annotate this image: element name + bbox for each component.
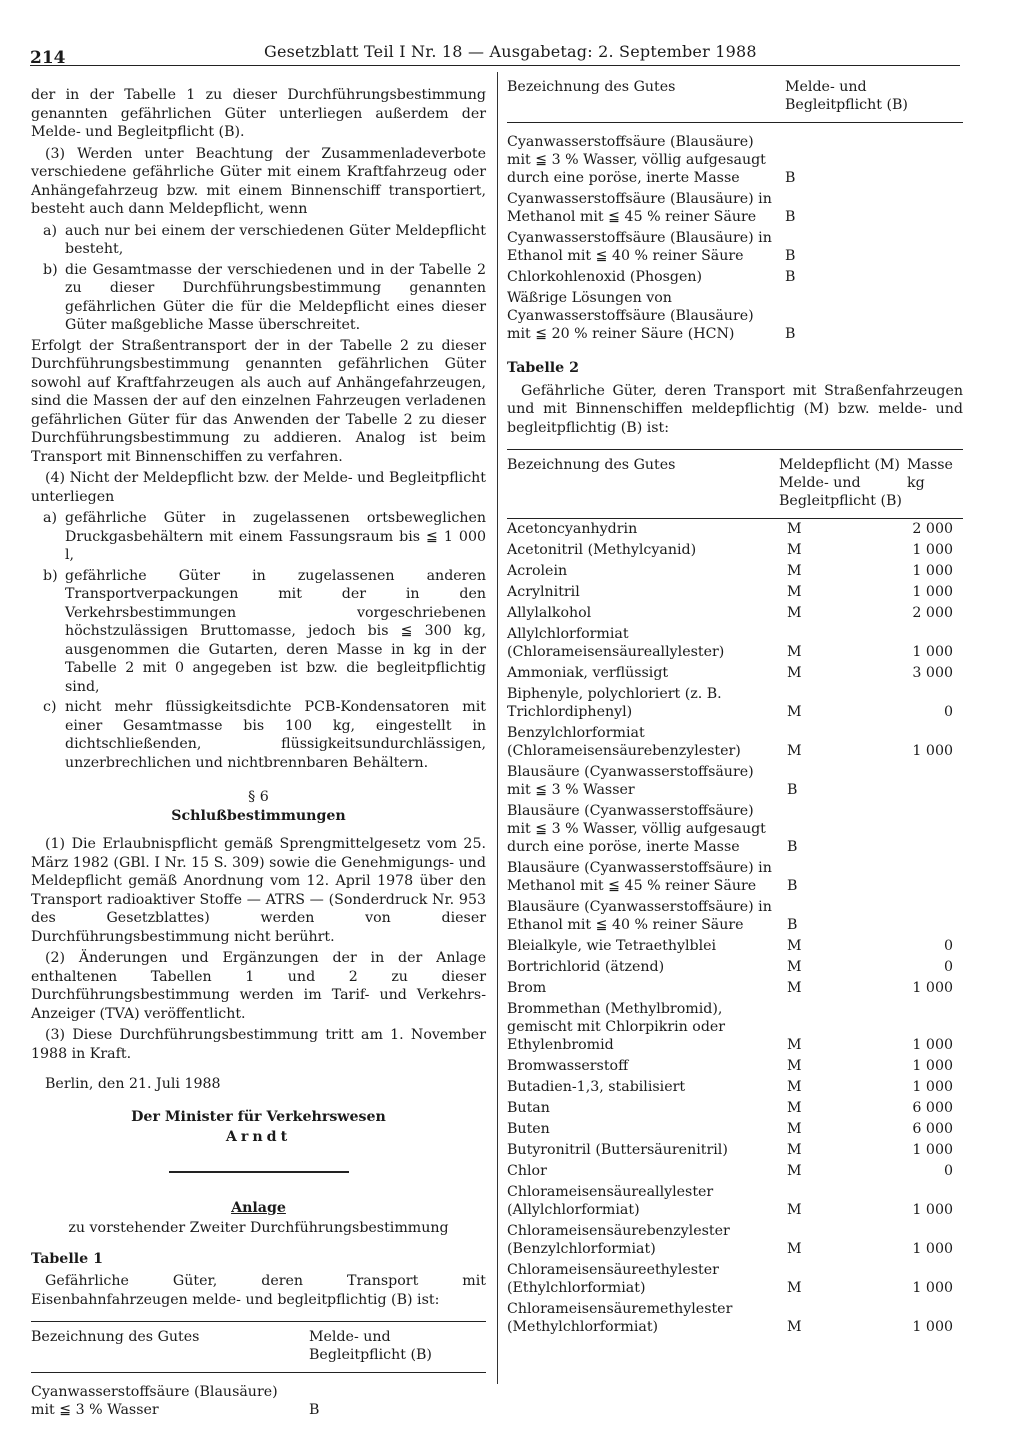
table-row [507, 801, 963, 858]
table-row [507, 582, 963, 603]
obligation: M [787, 1100, 802, 1116]
substance-name: Chlorameisensäurebenzylester (Benzylchlorformiat) [507, 1223, 730, 1257]
header-rule [30, 65, 960, 66]
table-1-intro: Gefährliche Güter, deren Transport mit Eisenbahnfahrzeugen melde- und begleitpflichtig (B) ist: [31, 1273, 486, 1308]
item-label: b) [43, 261, 58, 278]
obligation: B [785, 170, 796, 186]
table-row [507, 228, 963, 267]
obligation: B [787, 878, 798, 894]
final-provision-1: (1) Die Erlaubnispflicht gemäß Sprengmittelgesetz vom 25. März 1982 (GBl. I Nr. 15 S. 309) sowie die Genehmigungs- und Meldepflicht gemäß Anordnung vom 12. April 1978 über den Transport radioaktiver Stoffe — ATRS — (Sonderdruck Nr. 953 des Gesetzblattes) werden von dieser Durchführungsbestimmung nicht berührt. [31, 836, 486, 945]
item-text: die Gesamtmasse der verschiedenen und in der Tabelle 2 zu dieser Durchführungsbestimmung genannten gefährlichen Güter die für die Meldepflicht eines dieser Güter maßgebliche Masse überschreitet. [65, 261, 486, 333]
column-header: Meldepflicht (M) Melde- und Begleitpflicht (B) [779, 450, 907, 519]
substance-name: Cyanwasserstoffsäure (Blausäure) in Ethanol mit ≦ 40 % reiner Säure [507, 230, 772, 264]
table-row [507, 267, 963, 288]
gazette-title: Gesetzblatt Teil I Nr. 18 — Ausgabetag: 2. September 1988 [264, 42, 757, 61]
obligation: B [785, 269, 796, 285]
obligation: M [787, 1037, 802, 1053]
table-row [507, 957, 963, 978]
substance-name: Allylchlorformiat (Chlorameisensäureallylester) [507, 626, 725, 660]
item-label: c) [43, 699, 57, 715]
mass-kg: 1 000 [912, 1142, 953, 1158]
mass-kg: 1 000 [912, 1058, 953, 1074]
obligation: B [785, 248, 796, 264]
section-title: Schlußbestimmungen [171, 807, 346, 824]
mass-kg [907, 762, 963, 801]
obligation: M [787, 1121, 802, 1137]
table-row [507, 189, 963, 228]
substance-name: Wäßrige Lösungen von Cyanwasserstoffsäure (Blausäure) mit ≦ 20 % reiner Säure (HCN) [507, 290, 754, 342]
column-header: Bezeichnung des Gutes [507, 72, 777, 123]
obligation: M [787, 665, 802, 681]
obligation: B [785, 209, 796, 225]
obligation: B [787, 917, 798, 933]
mass-kg: 1 000 [912, 1280, 953, 1296]
intro-paragraph: der in der Tabelle 1 zu dieser Durchführungsbestimmung genannten gefährlichen Güter unterliegen außerdem der Melde- und Begleitpflicht (B). [31, 87, 486, 140]
mass-kg: 0 [943, 704, 953, 720]
substance-name: Blausäure (Cyanwasserstoffsäure) mit ≦ 3 % Wasser [507, 764, 754, 798]
mass-kg: 1 000 [912, 980, 953, 996]
obligation: M [787, 542, 802, 558]
table-row [507, 603, 963, 624]
mass-kg: 1 000 [912, 644, 953, 660]
table-row [507, 1119, 963, 1140]
table-row [507, 999, 963, 1056]
table-row [507, 1182, 963, 1221]
substance-name: Allylalkohol [507, 605, 592, 621]
substance-name: Brom [507, 980, 547, 996]
page-number: 214 [30, 48, 66, 68]
substance-name: Bleialkyle, wie Tetraethylblei [507, 938, 717, 954]
list-item [31, 509, 486, 565]
substance-name: Acetonitril (Methylcyanid) [507, 542, 697, 558]
list-item [31, 222, 486, 259]
signature-rule [169, 1171, 349, 1173]
minister-title: Der Minister für Verkehrswesen [131, 1108, 386, 1125]
section-number: § 6 [248, 789, 269, 805]
table-2 [507, 449, 963, 1338]
substance-name: Acrolein [507, 563, 568, 579]
column-header: Bezeichnung des Gutes [31, 1322, 301, 1373]
substance-name: Acetoncyanhydrin [507, 521, 638, 537]
column-divider [497, 72, 498, 1384]
annex-subtitle: zu vorstehender Zweiter Durchführungsbestimmung [68, 1220, 449, 1236]
mass-kg: 2 000 [912, 521, 953, 537]
mass-kg [907, 858, 963, 897]
mass-kg: 0 [943, 1163, 953, 1179]
substance-name: Cyanwasserstoffsäure (Blausäure) in Methanol mit ≦ 45 % reiner Säure [507, 191, 772, 225]
obligation: B [309, 1402, 320, 1418]
obligation: B [787, 839, 798, 855]
list-item [31, 261, 486, 335]
table-row [507, 540, 963, 561]
obligation: M [787, 1058, 802, 1074]
obligation: M [787, 1079, 802, 1095]
obligation: M [787, 1163, 802, 1179]
mass-kg: 1 000 [912, 542, 953, 558]
mass-kg: 6 000 [912, 1121, 953, 1137]
substance-name: Benzylchlorformiat (Chlorameisensäurebenzylester) [507, 725, 741, 759]
substance-name: Acrylnitril [507, 584, 580, 600]
item-label: a) [43, 222, 57, 239]
obligation: M [787, 743, 802, 759]
substance-name: Biphenyle, polychloriert (z. B. Trichlordiphenyl) [507, 686, 722, 720]
item-text: nicht mehr flüssigkeitsdichte PCB-Kondensatoren mit einer Gesamtmasse bis 100 kg, eingestellt in dichtschließenden, flüssigkeitsundurchlässigen, unzerbrechlichen und nichtbrennbaren Behältern. [65, 699, 486, 771]
mass-kg: 0 [943, 938, 953, 954]
obligation: M [787, 1319, 802, 1335]
table-row [507, 978, 963, 999]
substance-name: Buten [507, 1121, 550, 1137]
obligation: M [787, 521, 802, 537]
table-row [507, 561, 963, 582]
substance-name: Chlorameisensäureethylester (Ethylchlorformiat) [507, 1262, 719, 1296]
substance-name: Butadien-1,3, stabilisiert [507, 1079, 686, 1095]
mass-kg [907, 897, 963, 936]
column-header: Bezeichnung des Gutes [507, 450, 779, 519]
substance-name: Chlorameisensäureallylester (Allylchlorformiat) [507, 1184, 714, 1218]
obligation: M [787, 584, 802, 600]
column-header: Melde- und Begleitpflicht (B) [301, 1322, 486, 1373]
obligation: M [787, 1202, 802, 1218]
mass-kg: 2 000 [912, 605, 953, 621]
mass-kg: 1 000 [912, 1037, 953, 1053]
table-row [507, 1299, 963, 1338]
obligation: B [787, 782, 798, 798]
obligation: M [787, 1142, 802, 1158]
mass-kg: 1 000 [912, 1079, 953, 1095]
minister-name: Arndt [225, 1129, 292, 1145]
item-text: gefährliche Güter in zugelassenen anderen Transportverpackungen mit der in den Verkehrsbestimmungen vorgeschriebenen höchstzulässigen Bruttomasse, jedoch bis ≦ 300 kg, ausgenommen die Gutarten, deren Masse in kg in der Tabelle 2 mit 0 angegeben ist bzw. die begleitpflichtig sind, [65, 567, 486, 695]
table-1-part-1 [31, 1321, 486, 1421]
table-row [507, 663, 963, 684]
substance-name: Bortrichlorid (ätzend) [507, 959, 665, 975]
item-label: a) [43, 510, 57, 526]
item-text: gefährliche Güter in zugelassenen ortsbeweglichen Druckgasbehältern mit einem Fassungsraum bis ≦ 1 000 l, [65, 510, 486, 563]
substance-name: Bromwasserstoff [507, 1058, 629, 1074]
obligation: M [787, 980, 802, 996]
table-row [507, 936, 963, 957]
obligation: M [787, 605, 802, 621]
page-header [30, 40, 960, 70]
substance-name: Blausäure (Cyanwasserstoffsäure) in Ethanol mit ≦ 40 % reiner Säure [507, 899, 772, 933]
table-row [507, 1077, 963, 1098]
mass-kg [907, 801, 963, 858]
column-header: Masse kg [907, 450, 963, 519]
table-row [507, 1221, 963, 1260]
final-provision-2: (2) Änderungen und Ergänzungen der in der Anlage enthaltenen Tabellen 1 und 2 zu dieser Durchführungsbestimmung werden im Tarif- und Verkehrs-Anzeiger (TVA) veröffentlicht. [31, 950, 486, 1022]
obligation: M [787, 1280, 802, 1296]
mass-kg: 1 000 [912, 1319, 953, 1335]
table-row [31, 1373, 486, 1422]
annex-title: Anlage [231, 1199, 286, 1216]
substance-name: Cyanwasserstoffsäure (Blausäure) mit ≦ 3 % Wasser, völlig aufgesaugt durch eine poröse, inerte Masse [507, 134, 766, 186]
item-label: b) [43, 567, 58, 584]
substance-name: Butan [507, 1100, 550, 1116]
mass-kg: 6 000 [912, 1100, 953, 1116]
substance-name: Brommethan (Methylbromid), gemischt mit Chlorpikrin oder Ethylenbromid [507, 1001, 726, 1053]
table-row [507, 288, 963, 345]
substance-name: Ammoniak, verflüssigt [507, 665, 669, 681]
table-row [507, 684, 963, 723]
left-column [31, 86, 486, 1421]
obligation: M [787, 644, 802, 660]
mass-kg: 1 000 [912, 1241, 953, 1257]
table-row [507, 519, 963, 541]
mass-kg: 3 000 [912, 665, 953, 681]
table-row [507, 624, 963, 663]
substance-name: Chlor [507, 1163, 547, 1179]
table-row [507, 123, 963, 190]
obligation: M [787, 1241, 802, 1257]
table-row [507, 1140, 963, 1161]
substance-name: Blausäure (Cyanwasserstoffsäure) in Methanol mit ≦ 45 % reiner Säure [507, 860, 772, 894]
mass-kg: 1 000 [912, 1202, 953, 1218]
erfolgt-paragraph: Erfolgt der Straßentransport der in der Tabelle 2 zu dieser Durchführungsbestimmung genannten gefährlichen Güter sowohl auf Kraftfahrzeugen als auch auf Anhängefahrzeugen, sind die Massen der auf den einzelnen Fahrzeugen verladenen gefährlichen Güter für das Anwenden der Tabelle 2 zu dieser Durchführungsbestimmung zu addieren. Analog ist beim Transport mit Binnenschiffen zu verfahren. [31, 337, 486, 465]
column-header: Melde- und Begleitpflicht (B) [777, 72, 963, 123]
substance-name: Blausäure (Cyanwasserstoffsäure) mit ≦ 3 % Wasser, völlig aufgesaugt durch eine poröse, inerte Masse [507, 803, 766, 855]
list-item [31, 698, 486, 772]
table-row [507, 1056, 963, 1077]
table-2-intro: Gefährliche Güter, deren Transport mit Straßenfahrzeugen und mit Binnenschiffen meldepflichtig (M) bzw. melde- und begleitpflichtig (B) ist: [507, 382, 963, 436]
table-row [507, 762, 963, 801]
table-row [507, 1098, 963, 1119]
right-column [507, 79, 963, 1338]
table-2-label: Tabelle 2 [507, 360, 579, 376]
substance-name: Chlorkohlenoxid (Phosgen) [507, 269, 703, 285]
table-row [507, 1161, 963, 1182]
substance-name: Butyronitril (Buttersäurenitril) [507, 1142, 728, 1158]
table-row [507, 723, 963, 762]
item-text: auch nur bei einem der verschiedenen Güter Meldepflicht besteht, [65, 222, 486, 257]
obligation: B [785, 326, 796, 342]
paragraph-3: (3) Werden unter Beachtung der Zusammenladeverbote verschiedene gefährliche Güter mit einem Kraftfahrzeug oder Anhängefahrzeug bzw. mit einem Binnenschiff transportiert, besteht auch dann Meldepflicht, wenn [31, 145, 486, 217]
mass-kg: 1 000 [912, 563, 953, 579]
paragraph-4: (4) Nicht der Meldepflicht bzw. der Melde- und Begleitpflicht unterliegen [31, 470, 486, 505]
list-item [31, 567, 486, 697]
mass-kg: 0 [943, 959, 953, 975]
mass-kg: 1 000 [912, 584, 953, 600]
table-1-label: Tabelle 1 [31, 1250, 103, 1267]
place-date: Berlin, den 21. Juli 1988 [45, 1076, 221, 1092]
mass-kg: 1 000 [912, 743, 953, 759]
table-row [507, 858, 963, 897]
obligation: M [787, 563, 802, 579]
table-row [507, 1260, 963, 1299]
obligation: M [787, 704, 802, 720]
final-provision-3: (3) Diese Durchführungsbestimmung tritt am 1. November 1988 in Kraft. [31, 1027, 486, 1062]
table-1-part-2 [507, 72, 963, 345]
obligation: M [787, 959, 802, 975]
table-row [507, 897, 963, 936]
substance-name: Cyanwasserstoffsäure (Blausäure) mit ≦ 3 % Wasser [31, 1384, 278, 1418]
substance-name: Chlorameisensäuremethylester (Methylchlorformiat) [507, 1301, 733, 1335]
obligation: M [787, 938, 802, 954]
